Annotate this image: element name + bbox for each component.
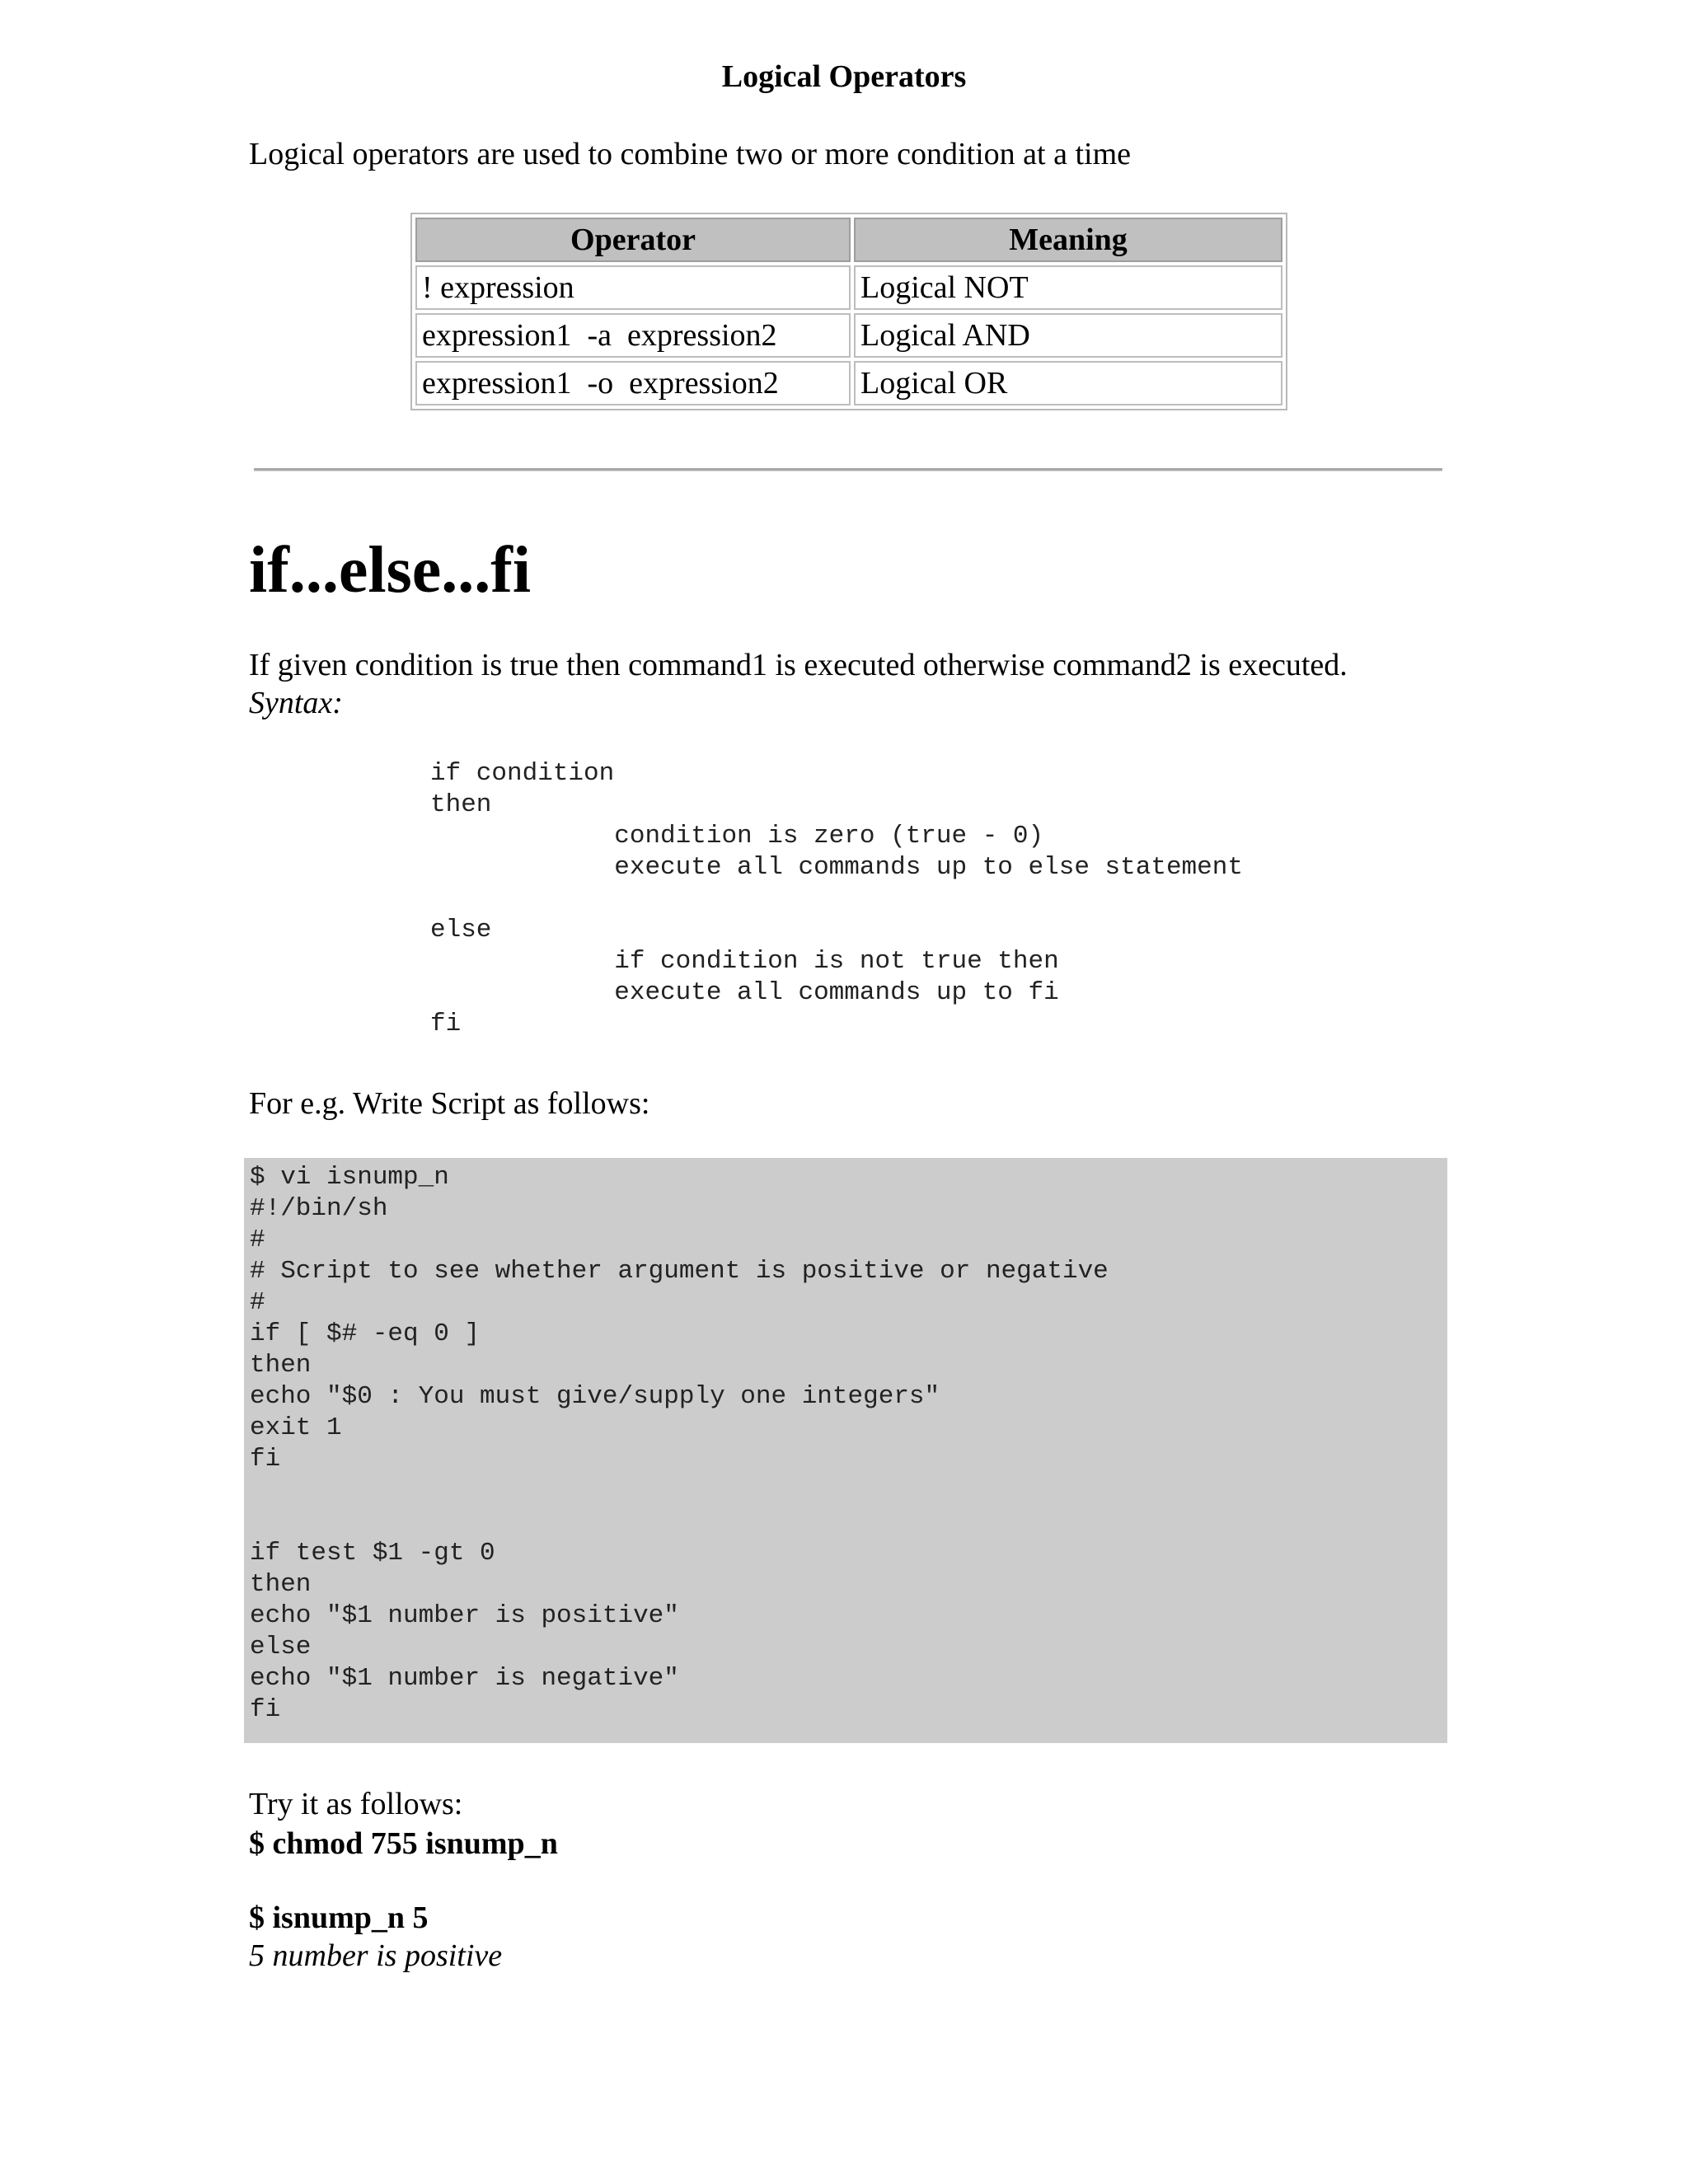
header-meaning: Meaning bbox=[854, 218, 1282, 262]
table-row bbox=[415, 313, 1282, 358]
table-row bbox=[415, 361, 1282, 405]
operator-cell: ! expression bbox=[415, 265, 851, 310]
syntax-label: Syntax: bbox=[249, 686, 343, 720]
operator-cell: expression1 -a expression2 bbox=[415, 313, 851, 358]
operators-table bbox=[410, 213, 1287, 410]
horizontal-rule bbox=[254, 468, 1442, 471]
try-intro: Try it as follows: bbox=[249, 1787, 463, 1821]
operator-cell: expression1 -o expression2 bbox=[415, 361, 851, 405]
table-row bbox=[415, 265, 1282, 310]
example-intro: For e.g. Write Script as follows: bbox=[249, 1086, 650, 1121]
script-code-block: $ vi isnump_n #!/bin/sh # # Script to see whether argument is positive or negative # if [ $# -eq 0 ] then echo "$0 : You must give/supply one integers" exit 1 fi if test $1 -gt 0 then echo "$1 number is positive" else echo "$1 number is negative" fi bbox=[250, 1163, 1109, 1724]
table-header-row bbox=[415, 218, 1282, 262]
meaning-cell: Logical OR bbox=[854, 361, 1282, 405]
command-output: 5 number is positive bbox=[249, 1938, 503, 1973]
page-heading: if...else...fi bbox=[249, 534, 532, 607]
header-operator: Operator bbox=[415, 218, 851, 262]
chmod-command: $ chmod 755 isnump_n bbox=[249, 1826, 558, 1861]
description-paragraph: If given condition is true then command1 is executed otherwise command2 is executed. bbox=[249, 648, 1348, 682]
intro-paragraph: Logical operators are used to combine two or more condition at a time bbox=[249, 137, 1131, 171]
syntax-code-block: if condition then condition is zero (true - 0) execute all commands up to else statement else if condition is not true then execute all commands up to fi fi bbox=[430, 759, 1243, 1038]
meaning-cell: Logical AND bbox=[854, 313, 1282, 358]
run-command: $ isnump_n 5 bbox=[249, 1900, 429, 1935]
section-title: Logical Operators bbox=[721, 59, 967, 94]
meaning-cell: Logical NOT bbox=[854, 265, 1282, 310]
